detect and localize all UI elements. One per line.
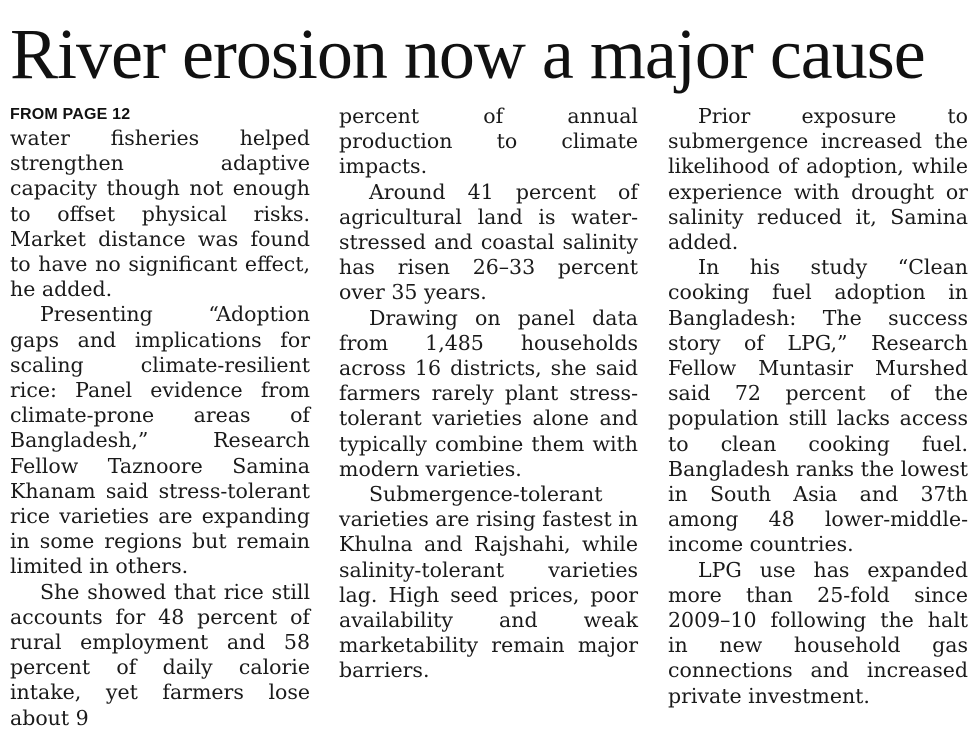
paragraph: Around 41 percent of agricultural land is water-stressed and coastal salinity has risen 26–33 percent over 35 years. — [339, 179, 638, 305]
paragraph: In his study “Clean cooking fuel adoption in Bangladesh: The success story of LPG,” Research Fellow Muntasir Murshed said 72 percent of the population still lacks access to clean cooking fuel. Bangladesh ranks the lowest in South Asia and 37th among 48 lower-middle-income countries. — [668, 255, 968, 557]
paragraph: Presenting “Adoption gaps and implications for scaling climate-resilient rice: Panel evidence from climate-prone areas of Bangladesh,” Research Fellow Taznoore Samina Khanam said stress-tolerant rice varieties are expanding in some regions but remain limited in others. — [10, 302, 310, 579]
paragraph: Drawing on panel data from 1,485 households across 16 districts, she said farmers rarely plant stress-tolerant varieties alone and typically combine them with modern varieties. — [339, 305, 638, 481]
article-column-1 — [10, 104, 310, 731]
paragraph: LPG use has expanded more than 25-fold since 2009–10 following the halt in new household gas connections and increased private investment. — [668, 557, 968, 708]
article-column-3 — [668, 104, 968, 709]
article-column-2 — [339, 104, 638, 684]
headline: River erosion now a major cause — [10, 14, 925, 94]
paragraph: water fisheries helped strengthen adaptive capacity though not enough to offset physical risks. Market distance was found to have no significant effect, he added. — [10, 126, 310, 302]
continued-from-label: FROM PAGE 12 — [10, 106, 131, 123]
paragraph: Prior exposure to submergence increased the likelihood of adoption, while experience with drought or salinity reduced it, Samina added. — [668, 104, 968, 255]
paragraph: Submergence-tolerant varieties are rising fastest in Khulna and Rajshahi, while salinity-tolerant varieties lag. High seed prices, poor availability and weak marketability remain major barriers. — [339, 482, 638, 683]
paragraph: percent of annual production to climate impacts. — [339, 104, 638, 179]
paragraph: She showed that rice still accounts for 48 percent of rural employment and 58 percent of daily calorie intake, yet farmers lose about 9 — [10, 579, 310, 730]
